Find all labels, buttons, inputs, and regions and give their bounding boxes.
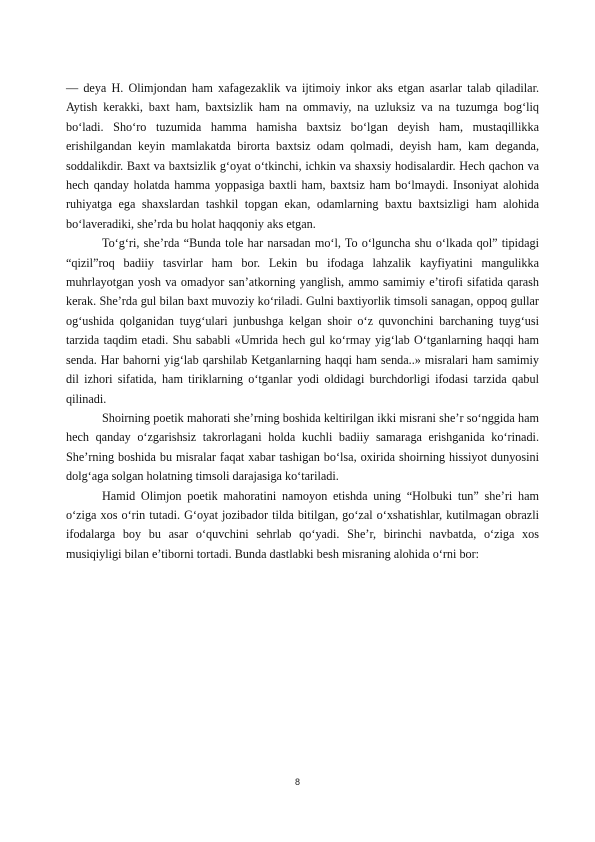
paragraph-3: Shoirning poetik mahorati she’rning boshida keltirilgan ikki misrani she’r so‘nggida ham hech qanday o‘zgarishsiz takrorlagani holda kuchli badiiy samaraga erishganida ko‘rinadi. She’rning boshida bu misralar faqat xabar tashigan bo‘lsa, oxirida shoirning hissiyot dunyosini dolg‘aga solgan holatning timsoli darajasiga ko‘tariladi. xyxy=(66,410,539,484)
page-number: 8 xyxy=(294,777,300,787)
page-body xyxy=(66,79,539,564)
paragraph-4: Hamid Olimjon poetik mahoratini namoyon etishda uning “Holbuki tun” she’ri ham o‘ziga xos o‘rin tutadi. G‘oyat jozibador tilda bitilgan, go‘zal o‘xshatishlar, kutilmagan obrazli ifodalarga boy bu asar o‘quvchini sehrlab qo‘yadi. She’r, birinchi navbatda, o‘ziga xos musiqiyligi bilan e’tiborni tortadi. Bunda dastlabki besh misraning alohida o‘rni bor: xyxy=(66,488,539,561)
paragraph-1: — deya H. Olimjondan ham xafagezaklik va ijtimoiy inkor aks etgan asarlar talab qiladilar. Aytish kerakki, baxt ham, baxtsizlik ham na ommaviy, na uzluksiz va na tuzumga bog‘liq bo‘ladi. Sho‘ro tuzumida hamma hamisha baxtsiz bo‘lgan deyish ham, mustaqillikka erishilgandan keyin mamlakatda birorta baxtsiz odam qolmadi, deyish ham, kam deganda, soddalikdir. Baxt va baxtsizlik g‘oyat o‘tkinchi, ichkin va shaxsiy hodisalardir. Hech qachon va hech qanday holatda hamma yoppasiga baxtli ham, baxtsiz ham bo‘lmaydi. Insoniyat alohida ruhiyatga ega shaxslardan tashkil topgan ekan, odamlarning baxtu baxtsizligi ham alohida bo‘laveradiki, she’rda bu holat haqqoniy aks etgan. xyxy=(66,81,539,231)
paragraph-2: To‘g‘ri, she’rda “Bunda tole har narsadan mo‘l, To o‘lguncha shu o‘lkada qol” tipidagi “qizil”roq badiiy tasvirlar ham bor. Lekin bu ifodaga lahzalik kayfiyatini mangulikka muhrlayotgan yosh va omadyor san’atkorning yanglish, ammo samimiy e’tirofi sifatida qarash kerak. She’rda gul bilan baxt muvoziy ko‘riladi. Gulni baxtiyorlik timsoli sanagan, oppoq gullar og‘ushida qolganidan tuyg‘ulari junbushga kelgan shoir o‘z quvonchini barchaning tuyg‘usi tarzida taqdim etadi. Shu sababli «Umrida hech gul ko‘rmay yig‘lab O‘tganlarning haqqi ham senda. Har bahorni yig‘lab qarshilab Ketganlarning haqqi ham senda..» misralari ham samimiy dil izhori sifatida, ham tiriklarning o‘tganlar yodi oldidagi burchdorligi ifodasi tarzida qabul qilinadi. xyxy=(66,236,539,406)
